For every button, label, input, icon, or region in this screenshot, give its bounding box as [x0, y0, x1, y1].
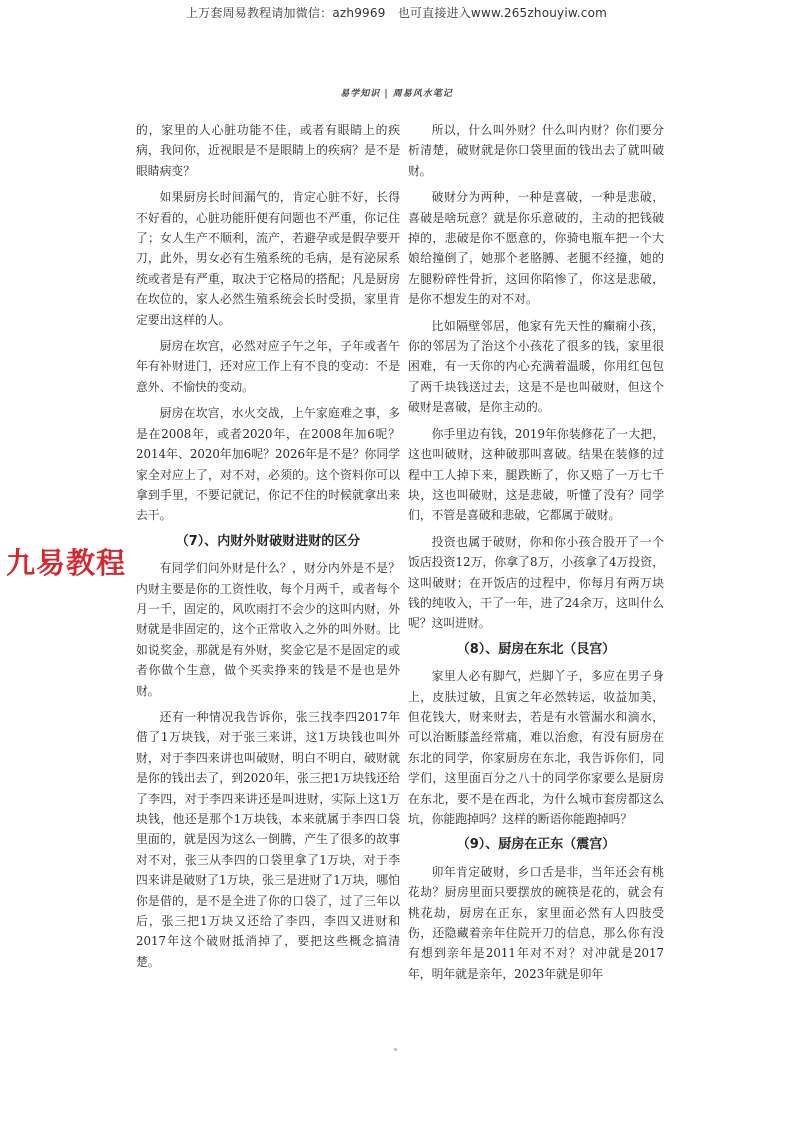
watermark-logo: 九易教程 — [6, 546, 127, 580]
paragraph: 厨房在坎宫，必然对应子午之年，子年或者午年有补财进门，还对应工作上有不良的变动：不是意外、不愉快的变动。 — [136, 339, 400, 394]
section-heading: （7）、内财外财破财进财的区分 — [175, 533, 361, 549]
paragraph: 卯年肯定破财，乡口舌是非，当年还会有桃花劫？厨房里面只要摆放的碗筷是花的，就会有桃花劫，厨房在正东，家里面必然有人四肢受伤，还隐藏着亲年住院开刀的信息，那么你有没有想到亲年是2011年对不对？对冲就是2017年，明年就是亲年，2023年就是卯年 — [408, 864, 664, 981]
paragraph: 的，家里的人心脏功能不佳，或者有眼睛上的疾病，我问你，近视眼是不是眼睛上的疾病？是不是眼睛病变？ — [136, 123, 400, 178]
top-banner: 上万套周易教程请加微信：azh9969 也可直接进入www.265zhouyiw.com — [185, 6, 608, 20]
section-heading: （9）、厨房在正东（震宫） — [456, 837, 616, 853]
page-mark — [394, 1048, 397, 1051]
paragraph: 如果厨房长时间漏气的，肯定心脏不好，长得不好看的，心脏功能肝便有问题也不严重，你记住了；女人生产不顺利，流产，若避孕或是假孕要开刀，此外，男女必有生殖系统的毛病，是有泌尿系统或者是有严重，取决于它格局的搭配；凡是厨房在坎位的，家人必然生殖系统会长时受损，家里肯定要出这样的人。 — [136, 190, 400, 327]
paragraph: 破财分为两种，一种是喜破，一种是悲破，喜破是啥玩意？就是你乐意破的，主动的把钱破掉的，悲破是你不愿意的，你骑电瓶车把一个大娘给撞倒了，她那个老胳膊、老腿不经撞，她的左腿粉碎性骨折，这回你陷惨了，你这是悲破，是你不想发生的对不对。 — [408, 190, 664, 307]
paragraph: 还有一种情况我告诉你，张三找李四2017年借了1万块钱，对于张三来讲，这1万块钱也叫外财，对于李四来讲也叫破财，明白不明白，破财就是你的钱出去了，到2020年，张三把1万块钱还给了李四，对于李四来讲还是叫进财，实际上这1万块钱，他还是那个1万块钱，本来就属于李四口袋里面的，就是因为这么一倒腾，产生了很多的故事对不对，张三从李四的口袋里拿了1万块，对于李四来讲是破财了1万块，张三是进财了1万块，哪怕你是借的，是不是全进了你的口袋了，过了三年以后，张三把1万块又还给了李四，李四又进财和2017年这个破财抵消掉了，要把这些概念搞清楚。 — [136, 709, 400, 969]
running-head: 易学知识 | 周易风水笔记 — [340, 89, 453, 99]
paragraph: 你手里边有钱，2019年你装修花了一大把，这也叫破财，这种破那叫喜破。结果在装修的过程中工人掉下来，腿跌断了，你又赔了一万七千块，这也叫破财，这是悲破，听懂了没有？同学们，不管是喜破和悲破，它都属于破财。 — [408, 426, 664, 523]
paragraph: 有同学们问外财是什么？，财分内外是不是？内财主要是你的工资性收，每个月两千，或者每个月一千，固定的，风吹雨打不会少的这叫内财，外财就是非固定的，这个正常收入之外的叫外财。比如说奖金，那就是有外财，奖金它是不是固定的或者你做个生意，做个买卖挣来的钱是不是也是外财。 — [136, 561, 400, 698]
paragraph: 投资也属于破财，你和你小孩合股开了一个饭店投资12万，你拿了8万，小孩拿了4万投资，这叫破财；在开饭店的过程中，你每月有两万块钱的纯收入，干了一年，进了24余万，这叫什么呢？这叫进财。 — [408, 534, 664, 631]
section-heading: （8）、厨房在东北（艮宫） — [456, 641, 616, 657]
left-column — [136, 120, 400, 978]
paragraph: 厨房在坎宫，水火交战，上午家庭难之事，多是在2008年，或者2020年，在2008年加6呢？2014年、2020年加6呢？2026年是不是？你同学家全对应上了，对不对，必须的。这个资料你可以拿到手里，不要记就记，你记不住的时候就拿出来去干。 — [136, 406, 400, 523]
paragraph: 家里人必有脚气，烂脚丫子，多应在男子身上，皮肤过敏，且寅之年必然转运，收益加美，但花钱大，财来财去，若是有水管漏水和滴水，可以治断膝盖经常痛，难以治愈，有没有厨房在东北的同学，你家厨房在东北，我告诉你们，同学们，这里面百分之八十的同学你家要么是厨房在东北，要不是在西北，为什么城市套房都这么坑，你能跑掉吗？这样的断语你能跑掉吗？ — [408, 669, 664, 826]
paragraph: 所以，什么叫外财？什么叫内财？你们要分析清楚，破财就是你口袋里面的钱出去了就叫破财。 — [408, 123, 664, 178]
paragraph: 比如隔壁邻居，他家有先天性的癫痫小孩，你的邻居为了治这个小孩花了很多的钱，家里很困难，有一天你的内心充满着温暖，你用红包包了两千块钱送过去，这是不是也叫破财，但这个破财是喜破，是你主动的。 — [408, 318, 664, 415]
right-column — [408, 120, 664, 990]
